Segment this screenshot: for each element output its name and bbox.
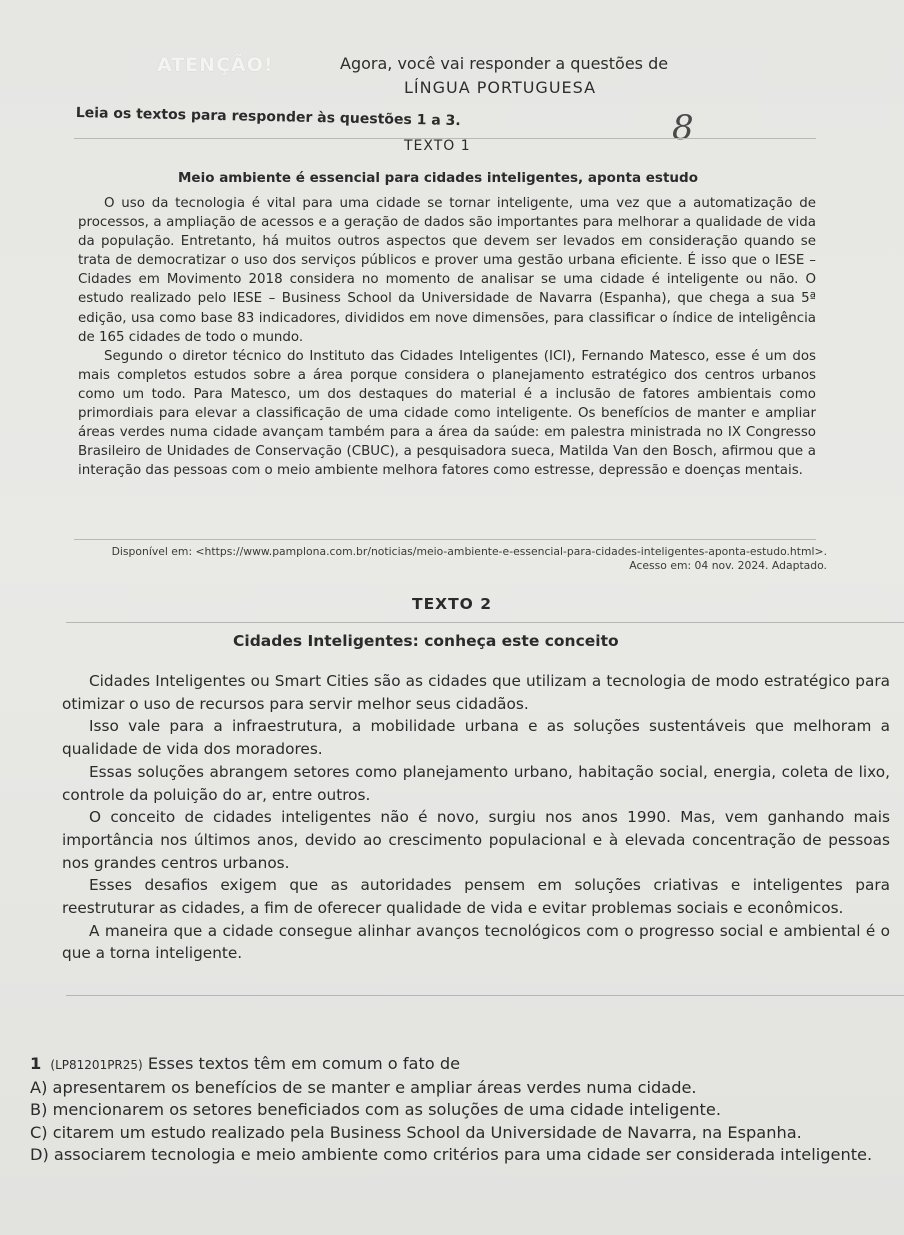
- question-stem-line: [30, 1053, 900, 1077]
- text1-title: Meio ambiente é essencial para cidades inteligentes, aponta estudo: [178, 170, 698, 186]
- text1-paragraph: Segundo o diretor técnico do Instituto das Cidades Inteligentes (ICI), Fernando Matesco, esse é um dos mais completos estudos sobre a área porque considera o planejamento estratégico dos centros urbanos como um todo. Para Matesco, um dos destaques do material é a inclusão de fatores ambientais como primordiais para elevar a classificação de uma cidade como inteligente. Os benefícios de manter e ampliar áreas verdes numa cidade avançam também para a área da saúde: em palestra ministrada no IX Congresso Brasileiro de Unidades de Conservação (CBUC), a pesquisadora sueca, Matilda Van den Bosch, afirmou que a interação das pessoas com o meio ambiente melhora fatores como estresse, depressão e doenças mentais.: [78, 348, 816, 479]
- text2-paragraph: Esses desafios exigem que as autoridades pensem em soluções criativas e inteligentes para reestruturar as cidades, a fim de oferecer qualidade de vida e evitar problemas sociais e econômicos.: [62, 876, 890, 918]
- question-code: (LP81201PR25): [50, 1058, 143, 1072]
- text2-paragraph: Isso vale para a infraestrutura, a mobilidade urbana e as soluções sustentáveis que melhoram a qualidade de vida dos moradores.: [62, 717, 890, 759]
- text2-label: TEXTO 2: [412, 595, 493, 613]
- handwritten-note: 8: [672, 108, 694, 148]
- text2-paragraph: Essas soluções abrangem setores como planejamento urbano, habitação social, energia, coleta de lixo, controle da poluição do ar, entre outros.: [62, 762, 890, 804]
- text1-source: Disponível em: <https://www.pamplona.com.br/noticias/meio-ambiente-e-essencial-para-cidades-inteligentes-aponta-estudo.html>. Acesso em: 04 nov. 2024. Adaptado.: [111, 545, 827, 572]
- text2-paragraph: O conceito de cidades inteligentes não é novo, surgiu nos anos 1990. Mas, vem ganhando mais importância nos últimos anos, devido ao crescimento populacional e à elevada concentração de pessoas nos grandes centros urbanos.: [62, 808, 890, 872]
- text1-body: [78, 194, 816, 480]
- question-number: 1: [30, 1054, 42, 1073]
- text2-title: Cidades Inteligentes: conheça este conceito: [233, 632, 619, 650]
- option-d[interactable]: D) associarem tecnologia e meio ambiente como critérios para uma cidade ser considerada inteligente.: [30, 1145, 873, 1164]
- option-c[interactable]: C) citarem um estudo realizado pela Business School da Universidade de Navarra, na Espanha.: [30, 1122, 802, 1142]
- text1-paragraph: O uso da tecnologia é vital para uma cidade se tornar inteligente, uma vez que a automatização de processos, a ampliação de acessos e a geração de dados são importantes para melhorar a qualidade de vida da população. Entretanto, há muitos outros aspectos que devem ser levados em consideração quando se trata de democratizar o uso dos serviços públicos e prover uma gestão urbana eficiente. É isso que o IESE – Cidades em Movimento 2018 considera no momento de analisar se uma cidade é inteligente ou não. O estudo realizado pelo IESE – Business School da Universidade de Navarra (Espanha), que chega a sua 5ª edição, usa como base 83 indicadores, divididos em nove dimensões, para classificar o índice de inteligência de 165 cidades de todo o mundo.: [78, 196, 816, 345]
- text2-body: [62, 670, 890, 965]
- header: [0, 50, 904, 98]
- option-a[interactable]: A) apresentarem os benefícios de se manter e ampliar áreas verdes numa cidade.: [30, 1077, 697, 1097]
- header-intro: Agora, você vai responder a questões de: [340, 54, 669, 73]
- reading-instruction: Leia os textos para responder às questões 1 a 3.: [75, 105, 461, 130]
- text1-label: TEXTO 1: [404, 138, 471, 154]
- question-1: [30, 1053, 900, 1167]
- subject-title: LÍNGUA PORTUGUESA: [404, 78, 597, 97]
- attention-banner: ATENÇÃO!: [157, 54, 274, 76]
- text2-paragraph: A maneira que a cidade consegue alinhar avanços tecnológicos com o progresso social e ambiental é o que a torna inteligente.: [62, 921, 890, 963]
- question-stem: Esses textos têm em comum o fato de: [147, 1054, 461, 1073]
- option-b[interactable]: B) mencionarem os setores beneficiados com as soluções de uma cidade inteligente.: [30, 1100, 721, 1119]
- text2-paragraph: Cidades Inteligentes ou Smart Cities são as cidades que utilizam a tecnologia de modo estratégico para otimizar o uso de recursos para servir melhor seus cidadãos.: [62, 672, 890, 713]
